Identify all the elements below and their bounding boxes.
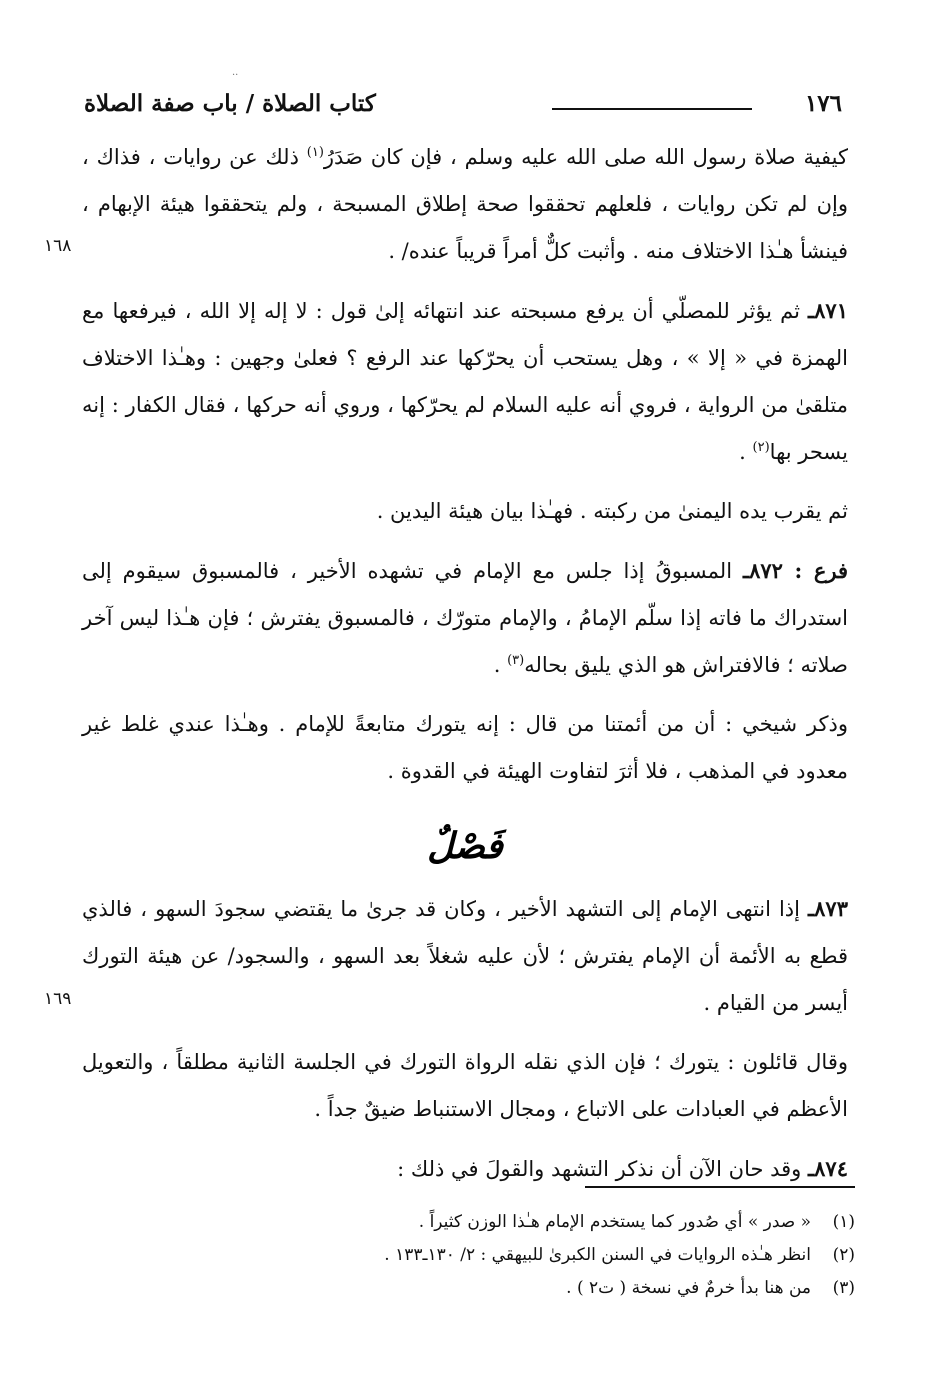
margin-page-number: ١٦٩ [44,989,72,1009]
footnote-number: (٣) [832,1278,855,1298]
branch-label: فرع : [794,558,848,583]
footnote-ref[interactable]: (٣) [507,653,525,668]
paragraph: كيفية صلاة رسول الله صلى الله عليه وسلم ، فإن كان صَدَرُ$^{(١)}$ ذلك عن روايات ، فذاك ، وإن لم تكن روايات ، فلعلهم تحققوا صحة إطلاق المسبحة ، ولم يتحققوا هيئة الإبهام ، فينشأ هـٰذا الاختلاف منه . وأثبت كلٌّ أمراً قريباً عنده/ . [82,145,848,263]
paragraph: ثم يقرب يده اليمنىٰ من ركبته . فهـٰذا بيان هيئة اليدين . [376,499,848,523]
issue-number: ٨٧٤ـ [808,1156,848,1181]
running-title: كتاب الصلاة / باب صفة الصلاة [84,90,376,117]
footnote-text: « صدر » أي صُدور كما يستخدم الإمام هـٰذا الوزن كثيراً . [418,1212,811,1232]
main-text [82,134,848,1205]
footnotes [155,1206,855,1305]
footnote-ref[interactable]: (٢) [752,440,770,455]
footnote-number: (١) [832,1212,855,1232]
paragraph: ٨٧١ـ ثم يؤثر للمصلّي أن يرفع مسبحته عند انتهائه إلىٰ قول : لا إله إلا الله ، فيرفعها مع الهمزة في « إلا » ، وهل يستحب أن يحرّكها عند الرفع ؟ فعلىٰ وجهين : وهـٰذا الاختلاف متلقىٰ من الرواية ، فروي أنه عليه السلام لم يحرّكها ، وروي أنه حركها ، فقال الكفار : إنه يسحر بها$^{(٢)}$ . [82,298,848,464]
paragraph: وذكر شيخي : أن من أئمتنا من قال : إنه يتورك متابعةً للإمام . وهـٰذا عندي غلط غير معدود في المذهب ، فلا أثرَ لتفاوت الهيئة في القدوة . [82,712,848,783]
paragraph: فرع : ٨٧٢ـ المسبوقُ إذا جلس مع الإمام في تشهده الأخير ، فالمسبوق سيقوم إلى استدراك ما فاته إذا سلّم الإمامُ ، والإمام متورّك ، فالمسبوق يفترش ؛ فإن هـٰذا ليس آخر صلاته ؛ فالافتراش هو الذي يليق بحاله$^{(٣)}$ . [82,558,848,677]
footnote [155,1206,855,1239]
footnote-ref[interactable]: (١) [306,145,324,160]
footnote-text: من هنا بدأ خرمٌ في نسخة ( ت٢ ) . [566,1278,811,1298]
page-number: ١٧٦ [804,90,842,117]
footnote [155,1272,855,1305]
scan-speck: ·· [232,70,239,81]
issue-number: ٨٧٢ـ [742,558,795,583]
footnote-number: (٢) [832,1245,855,1265]
margin-page-number: ١٦٨ [44,236,72,256]
section-heading: فَصْلٌ [427,825,503,867]
paragraph: ٨٧٤ـ وقد حان الآن أن نذكر التشهد والقولَ في ذلك : [397,1156,848,1181]
footnote-separator [585,1186,855,1188]
footnote-text: انظر هـٰذه الروايات في السنن الكبرىٰ للبيهقي : ٢/ ١٣٠ـ١٣٣ . [384,1245,811,1265]
paragraph: ٨٧٣ـ إذا انتهى الإمام إلى التشهد الأخير ، وكان قد جرىٰ ما يقتضي سجودَ السهو ، فالذي قطع به الأئمة أن الإمام يفترش ؛ لأن عليه شغلاً بعد السهو ، والسجود/ عن هيئة التورك أيسر من القيام . [82,896,848,1015]
issue-number: ٨٧٣ـ [808,896,848,921]
paragraph: وقال قائلون : يتورك ؛ فإن الذي نقله الرواة التورك في الجلسة الثانية مطلقاً ، والتعويل الأعظم في العبادات على الاتباع ، ومجال الاستنباط ضيقٌ جداً . [82,1050,848,1121]
issue-number: ٨٧١ـ [808,298,848,323]
footnote [155,1239,855,1272]
header-rule [552,108,752,110]
page-header [84,86,850,126]
